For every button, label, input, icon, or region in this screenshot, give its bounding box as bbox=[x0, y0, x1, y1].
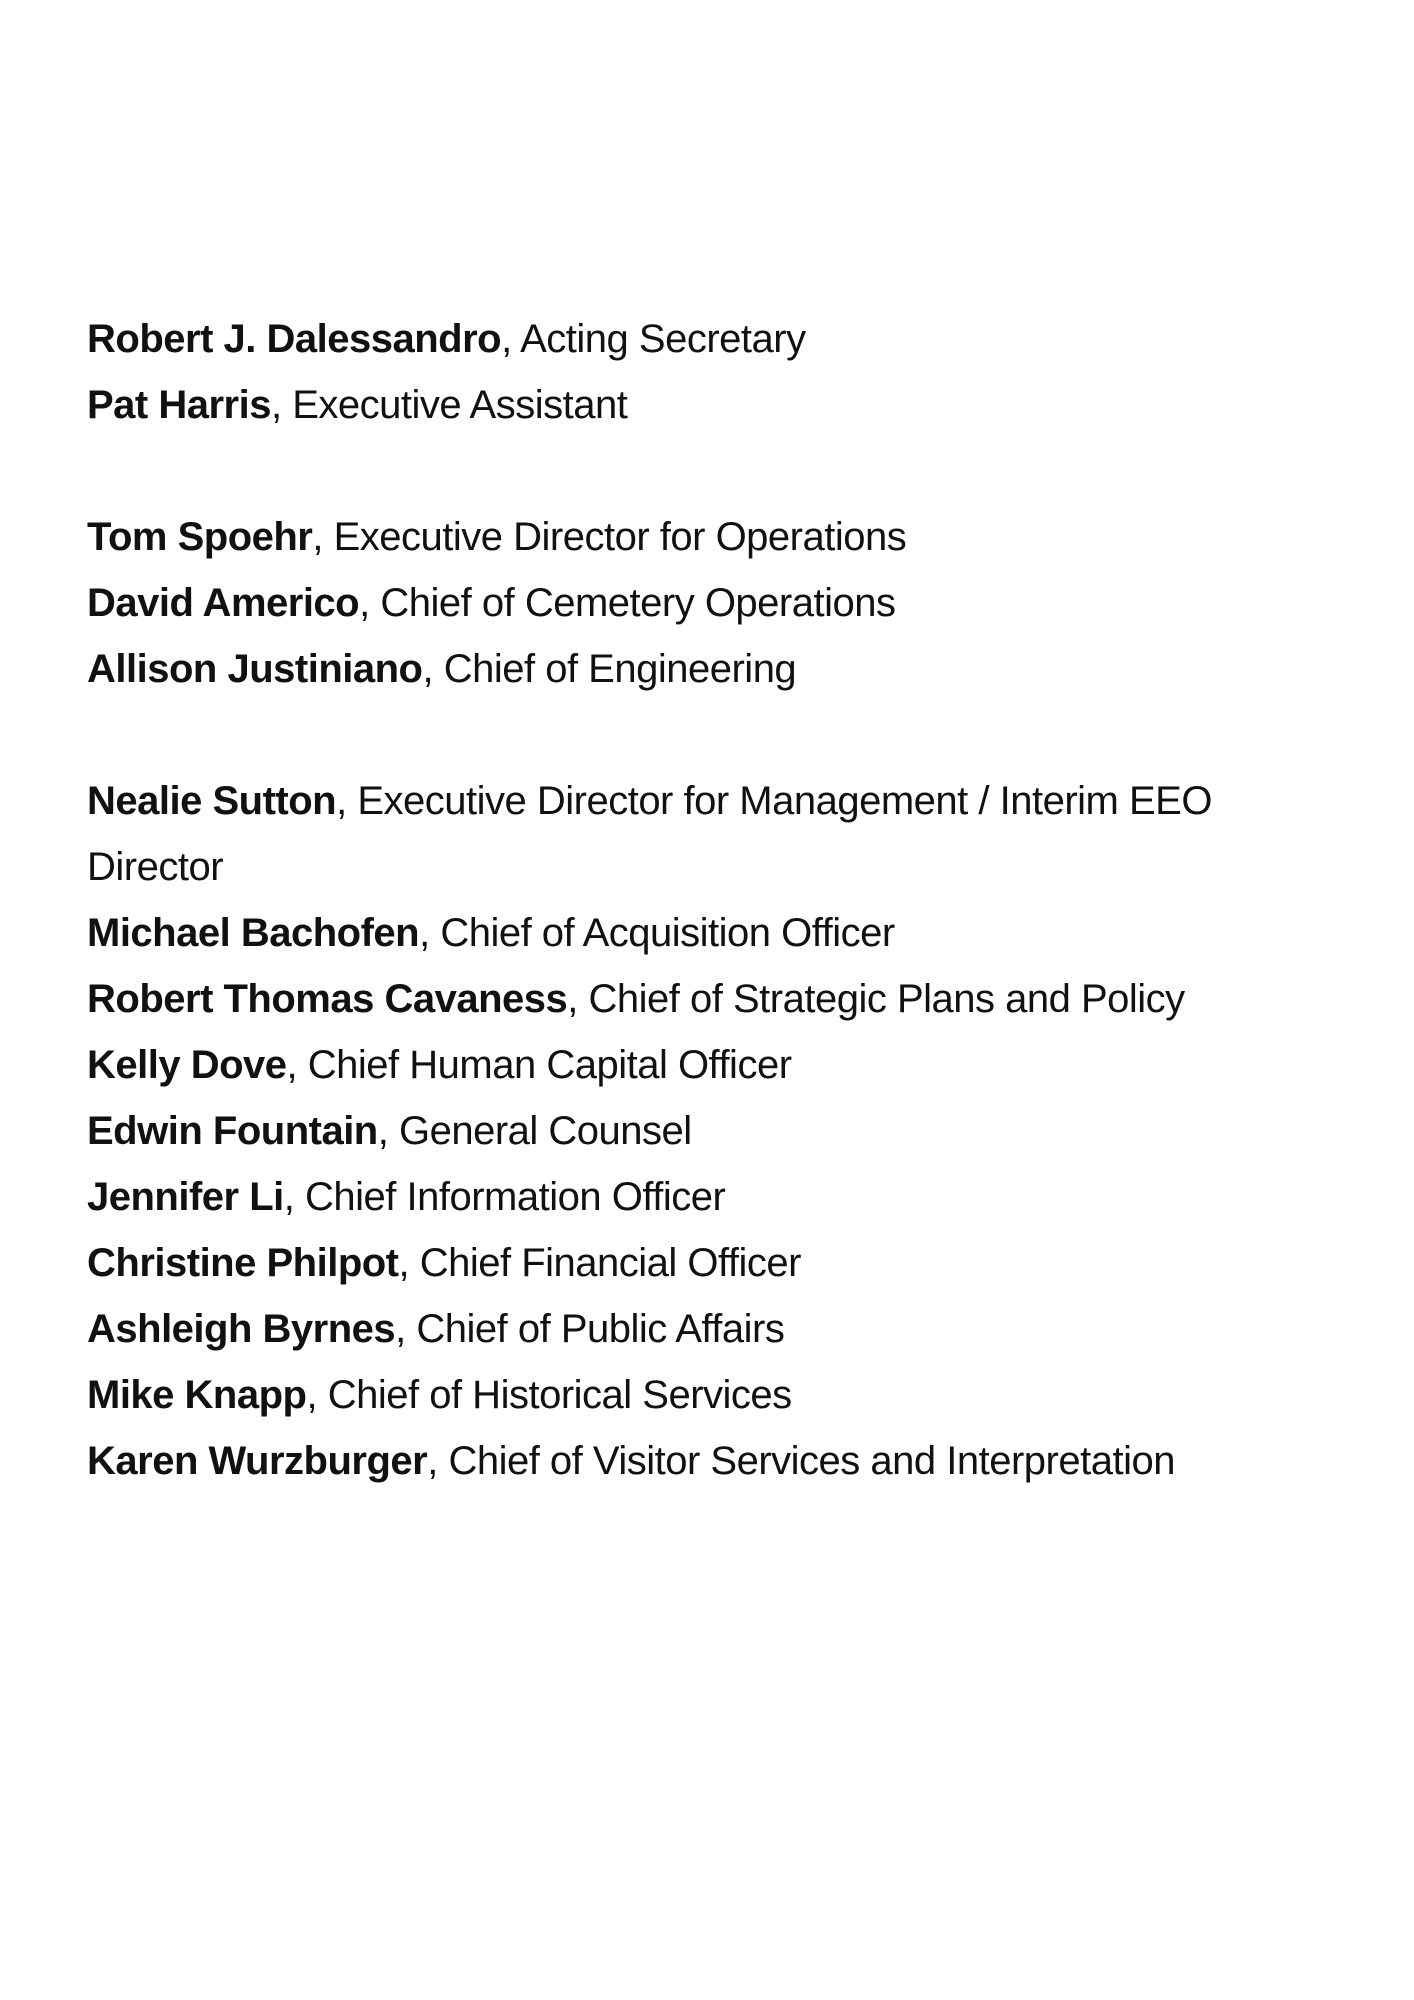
roster-entry: Mike Knapp, Chief of Historical Services bbox=[87, 1373, 792, 1417]
person-name: Jennifer Li bbox=[87, 1175, 284, 1219]
person-title: Executive Assistant bbox=[292, 383, 628, 427]
person-name: Tom Spoehr bbox=[87, 515, 313, 559]
person-name: David Americo bbox=[87, 581, 360, 625]
person-title: Chief of Historical Services bbox=[327, 1373, 792, 1417]
person-title: Chief Human Capital Officer bbox=[307, 1043, 792, 1087]
person-title: Executive Director for Operations bbox=[333, 515, 907, 559]
person-name: Robert Thomas Cavaness bbox=[87, 977, 568, 1021]
person-title: Executive Director for Management / Interim EEO Director bbox=[87, 779, 1212, 889]
person-title: General Counsel bbox=[398, 1109, 692, 1153]
person-title: Chief of Visitor Services and Interpretation bbox=[448, 1439, 1175, 1483]
roster-entry: Pat Harris, Executive Assistant bbox=[87, 383, 628, 427]
person-title: Chief Information Officer bbox=[305, 1175, 726, 1219]
person-name: Mike Knapp bbox=[87, 1373, 307, 1417]
roster-entry: Michael Bachofen, Chief of Acquisition Officer bbox=[87, 911, 895, 955]
person-name: Allison Justiniano bbox=[87, 647, 423, 691]
person-name: Nealie Sutton bbox=[87, 779, 337, 823]
roster-entry: Robert J. Dalessandro, Acting Secretary bbox=[87, 317, 806, 361]
person-name: Kelly Dove bbox=[87, 1043, 287, 1087]
roster-entry: Jennifer Li, Chief Information Officer bbox=[87, 1175, 726, 1219]
roster-entry: Edwin Fountain, General Counsel bbox=[87, 1109, 692, 1153]
person-name: Christine Philpot bbox=[87, 1241, 399, 1285]
person-title: Chief of Acquisition Officer bbox=[440, 911, 895, 955]
person-title: Chief of Public Affairs bbox=[416, 1307, 785, 1351]
person-name: Karen Wurzburger bbox=[87, 1439, 428, 1483]
person-title: Acting Secretary bbox=[520, 317, 806, 361]
person-title: Chief of Strategic Plans and Policy bbox=[588, 977, 1185, 1021]
person-title: Chief of Cemetery Operations bbox=[380, 581, 896, 625]
person-title: Chief Financial Officer bbox=[419, 1241, 801, 1285]
person-name: Ashleigh Byrnes bbox=[87, 1307, 396, 1351]
roster-entry: Tom Spoehr, Executive Director for Operations bbox=[87, 515, 907, 559]
roster-entry: Kelly Dove, Chief Human Capital Officer bbox=[87, 1043, 792, 1087]
roster-entry: Karen Wurzburger, Chief of Visitor Services and Interpretation bbox=[87, 1439, 1175, 1483]
leadership-group bbox=[87, 306, 1347, 438]
person-name: Michael Bachofen bbox=[87, 911, 420, 955]
staff-roster bbox=[87, 306, 1347, 1494]
operations-group bbox=[87, 504, 1347, 702]
roster-entry: Allison Justiniano, Chief of Engineering bbox=[87, 647, 797, 691]
person-title: Chief of Engineering bbox=[443, 647, 797, 691]
roster-entry: Ashleigh Byrnes, Chief of Public Affairs bbox=[87, 1307, 785, 1351]
roster-entry: Christine Philpot, Chief Financial Officer bbox=[87, 1241, 801, 1285]
roster-entry: Robert Thomas Cavaness, Chief of Strategic Plans and Policy bbox=[87, 977, 1185, 1021]
management-group bbox=[87, 768, 1347, 1494]
roster-entry: Nealie Sutton, Executive Director for Management / Interim EEO Director bbox=[87, 779, 1212, 889]
person-name: Robert J. Dalessandro bbox=[87, 317, 502, 361]
roster-entry: David Americo, Chief of Cemetery Operations bbox=[87, 581, 896, 625]
person-name: Edwin Fountain bbox=[87, 1109, 378, 1153]
person-name: Pat Harris bbox=[87, 383, 271, 427]
